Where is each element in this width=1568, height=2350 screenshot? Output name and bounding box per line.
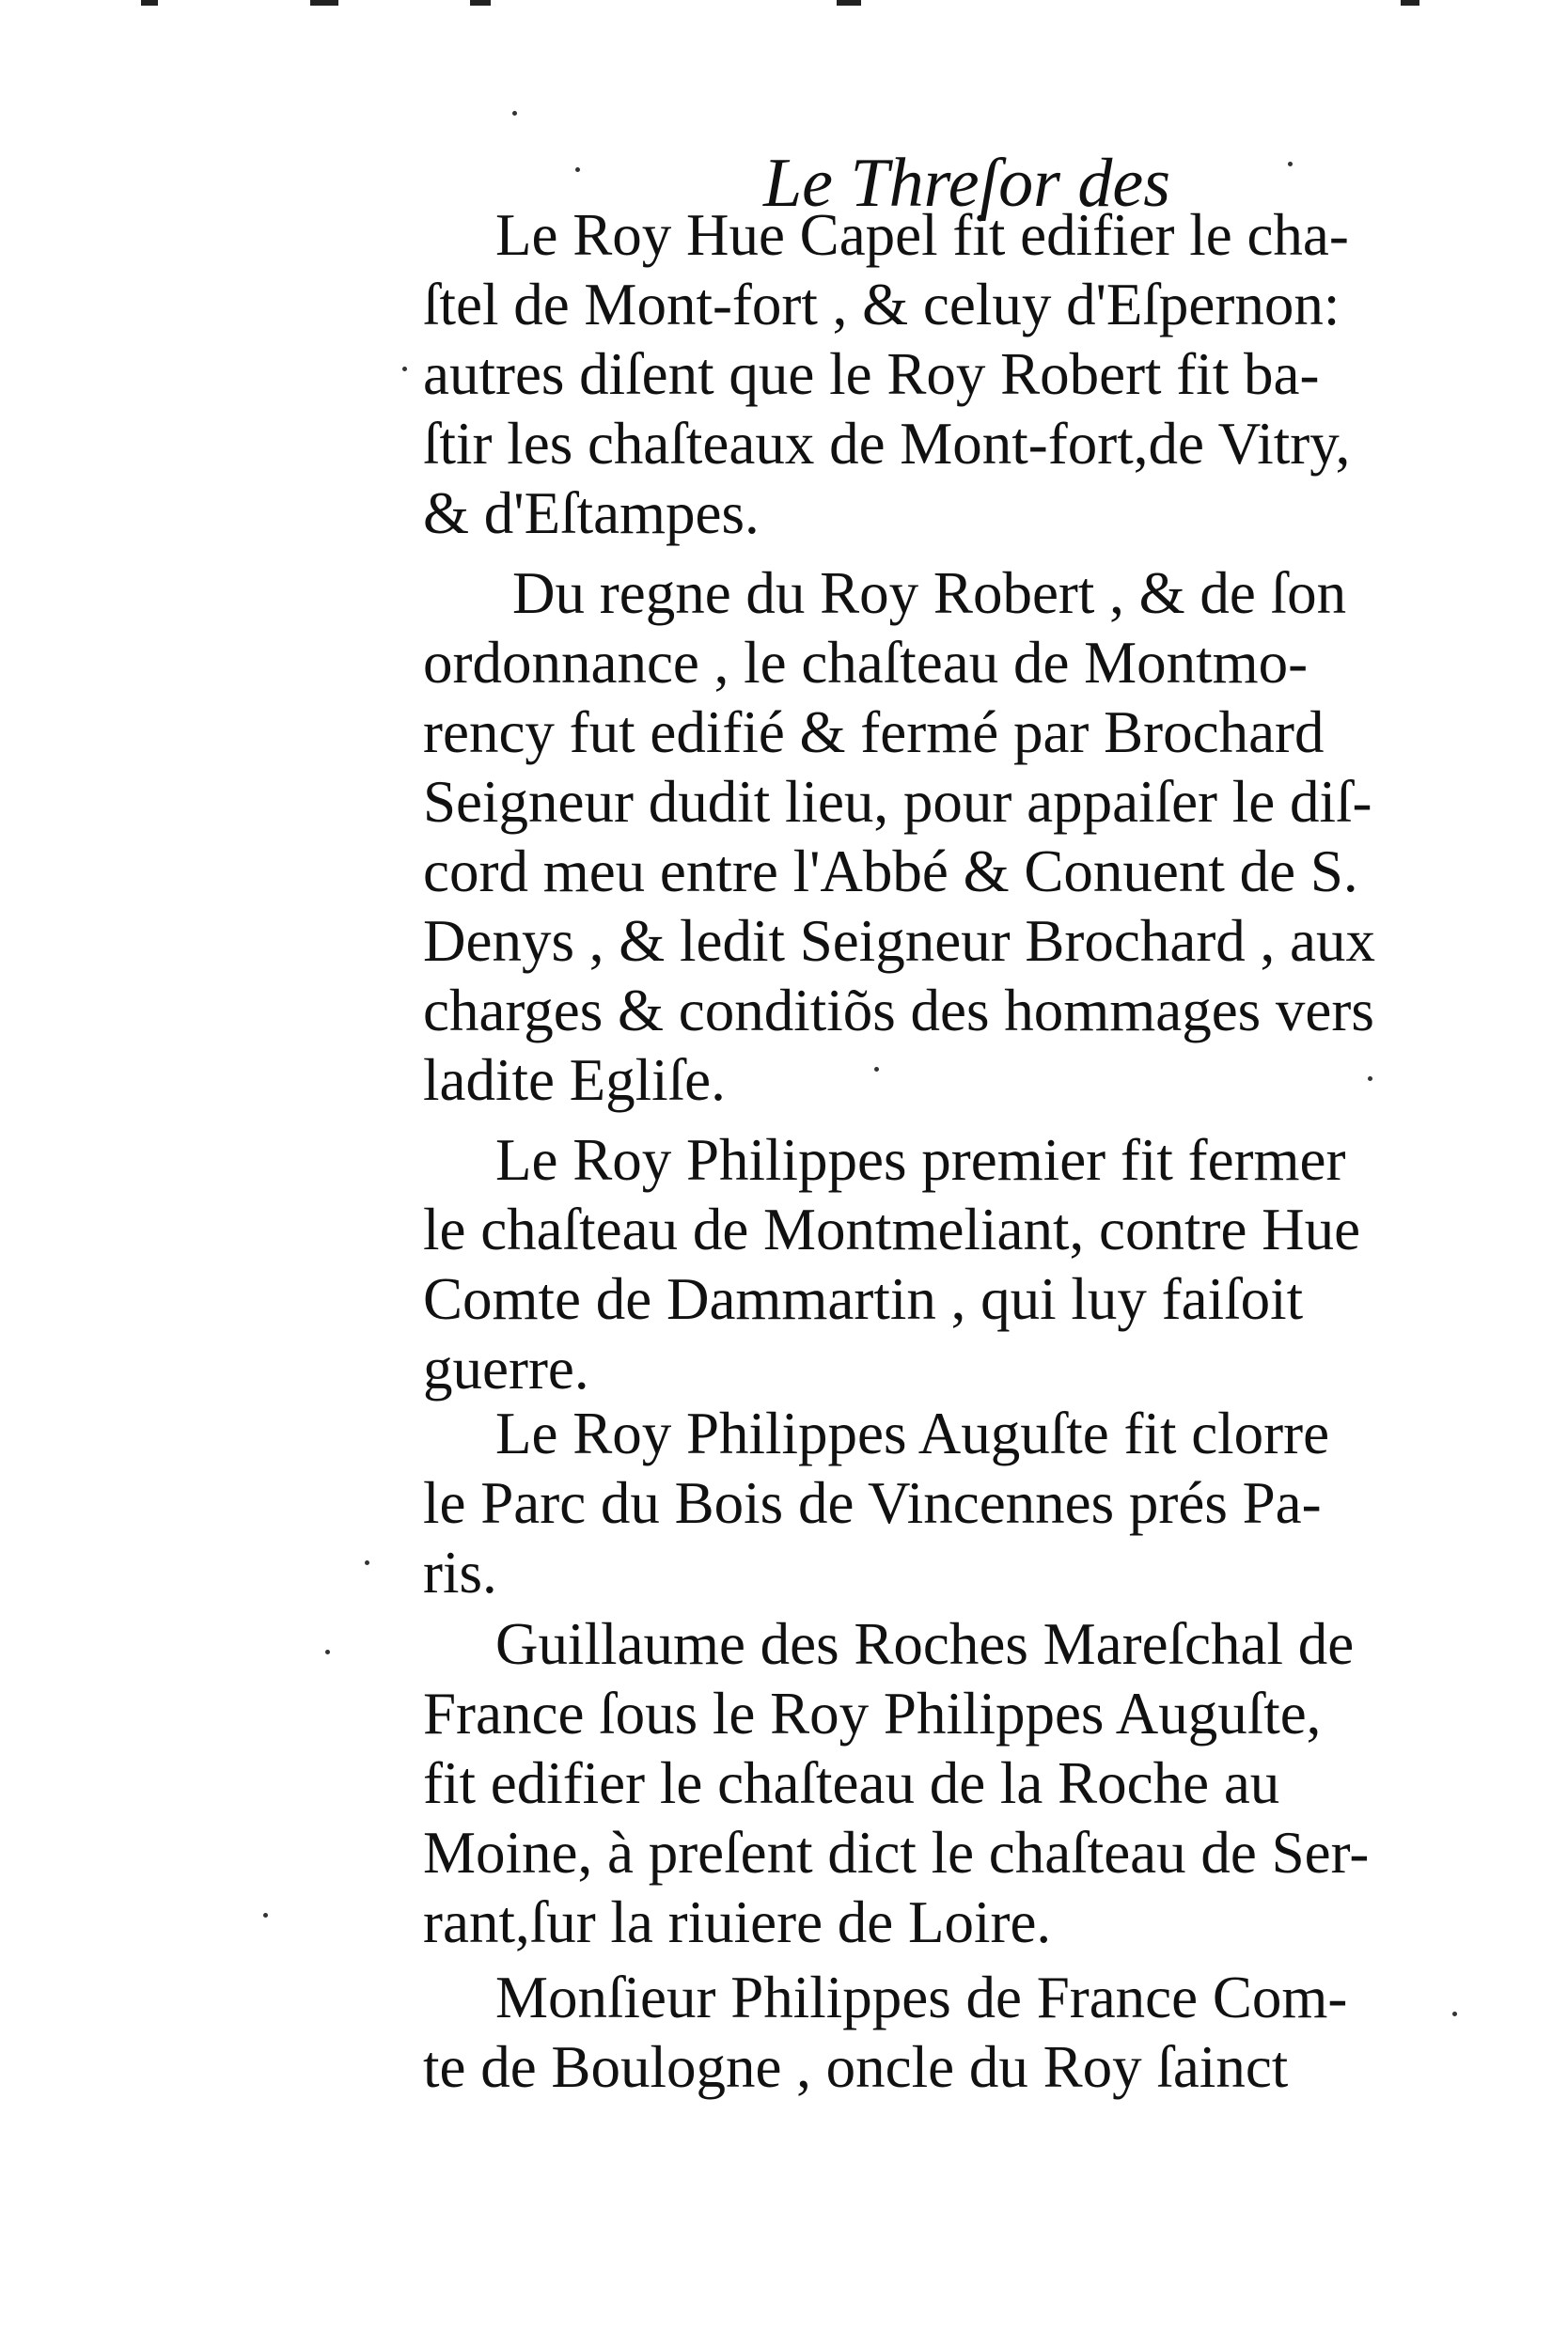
text-line: France ſous le Roy Philippes Auguſte, <box>423 1681 1322 1747</box>
text-line: le Parc du Bois de Vincennes prés Pa- <box>423 1470 1322 1536</box>
text-line: ris. <box>423 1540 497 1606</box>
print-speck <box>263 1913 268 1918</box>
text-line: Le Roy Philippes Auguſte fit clorre <box>495 1401 1330 1466</box>
text-line: Moine, à preſent dict le chaſteau de Ser- <box>423 1820 1370 1886</box>
text-line: Seigneur dudit lieu, pour appaiſer le diſ- <box>423 769 1372 835</box>
text-line: autres diſent que le Roy Robert fit ba- <box>423 341 1320 407</box>
text-line: Comte de Dammartin , qui luy faiſoit <box>423 1266 1304 1332</box>
print-speck <box>402 367 407 371</box>
print-speck <box>874 1067 879 1072</box>
text-line: fit edifier le chaſteau de la Roche au <box>423 1750 1280 1816</box>
text-line: Le Roy Philippes premier fit fermer <box>495 1127 1346 1193</box>
print-speck <box>1288 162 1293 166</box>
text-line: ſtir les chaſteaux de Mont-fort,de Vitry, <box>423 411 1351 477</box>
text-line: rency fut edifié & fermé par Brochard <box>423 699 1325 765</box>
text-line: ſtel de Mont-fort , & celuy d'Eſpernon: <box>423 272 1341 337</box>
text-line: Du regne du Roy Robert , & de ſon <box>512 560 1347 626</box>
text-line: Denys , & ledit Seigneur Brochard , aux <box>423 908 1376 974</box>
print-speck <box>575 167 580 172</box>
print-speck <box>365 1560 369 1565</box>
text-line: ordonnance , le chaſteau de Montmo- <box>423 630 1309 696</box>
running-head: Le Threſor des <box>763 145 1171 222</box>
text-line: cord meu entre l'Abbé & Conuent de S. <box>423 838 1358 904</box>
print-speck <box>512 111 517 116</box>
text-line: te de Boulogne , oncle du Roy ſainct <box>423 2034 1289 2100</box>
text-line: Monſieur Philippes de France Com- <box>495 1965 1348 2030</box>
text-line: Guillaume des Roches Mareſchal de <box>495 1611 1355 1677</box>
print-speck <box>325 1650 330 1654</box>
text-line: rant,ſur la riuiere de Loire. <box>423 1889 1052 1955</box>
text-line: guerre. <box>423 1336 589 1402</box>
print-speck <box>1368 1076 1372 1081</box>
text-line: & d'Eſtampes. <box>423 480 760 546</box>
text-line: Le Roy Hue Capel fit edifier le cha- <box>495 202 1349 268</box>
page-top-edge-marks <box>0 0 1568 8</box>
text-line: charges & conditiõs des hommages vers <box>423 978 1374 1043</box>
text-line: le chaſteau de Montmeliant, contre Hue <box>423 1197 1361 1262</box>
text-line: ladite Egliſe. <box>423 1047 726 1113</box>
print-speck <box>1452 2012 1457 2016</box>
